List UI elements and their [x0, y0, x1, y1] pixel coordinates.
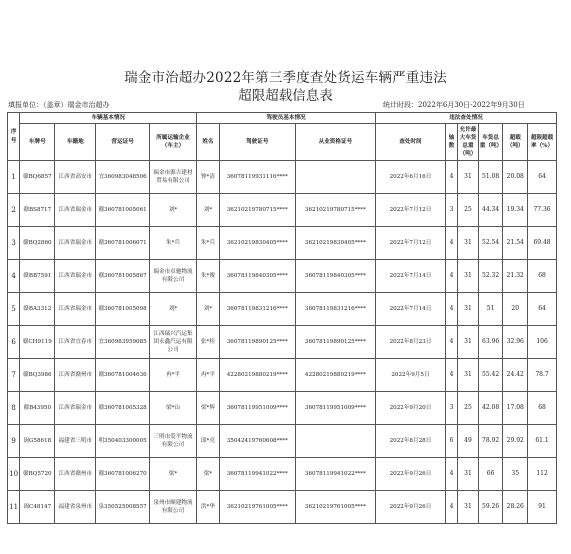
table-row	[8, 425, 557, 458]
cell-seq: 7	[8, 359, 20, 392]
header-driving-license: 驾驶证号	[219, 124, 295, 161]
cell-company: 刘*	[149, 194, 196, 227]
cell-plate: 赣BA3312	[20, 293, 55, 326]
cell-location: 江西省瑞金市	[55, 227, 96, 260]
cell-driving-license: 36078119840305****	[219, 260, 295, 293]
cell-allowed-weight: 31	[458, 359, 479, 392]
cell-total-weight: 55.42	[478, 359, 503, 392]
cell-allowed-weight: 25	[458, 392, 479, 425]
cell-check-time: 2022年7月12日	[376, 227, 446, 260]
cell-total-weight: 52.54	[478, 227, 503, 260]
cell-license: 赣360781005098	[96, 293, 149, 326]
cell-allowed-weight: 31	[458, 161, 479, 194]
cell-location: 福建省泉州市	[55, 491, 96, 524]
cell-total-weight: 42.08	[478, 392, 503, 425]
cell-driving-license: 36078119831216****	[219, 293, 295, 326]
cell-over-weight: 19.34	[503, 194, 528, 227]
cell-plate: 赣BB7591	[20, 260, 55, 293]
cell-company: 瑞金市卓驰物流有限公司	[149, 260, 196, 293]
cell-allowed-weight: 31	[458, 458, 479, 491]
cell-check-time: 2022年9月26日	[376, 458, 446, 491]
cell-plate: 赣BQ5720	[20, 458, 55, 491]
cell-seq: 2	[8, 194, 20, 227]
cell-license: 赣360781004636	[96, 359, 149, 392]
cell-qualification: 36210219761005****	[295, 491, 375, 524]
cell-check-time: 2022年7月14日	[376, 260, 446, 293]
cell-over-weight: 32.96	[503, 326, 528, 359]
cell-location: 江西省瑞金市	[55, 293, 96, 326]
cell-over-rate: 64	[528, 293, 557, 326]
cell-company: 泉州市顺建物流有限公司	[149, 491, 196, 524]
cell-check-time: 2022年7月14日	[376, 293, 446, 326]
cell-location: 江西省瑞金市	[55, 392, 96, 425]
cell-location: 福建省三明市	[55, 425, 96, 458]
cell-driving-license: 42280219880219****	[219, 359, 295, 392]
table-row	[8, 458, 557, 491]
cell-axles: 3	[445, 194, 457, 227]
cell-total-weight: 51	[478, 293, 503, 326]
cell-location: 江西省赣州市	[55, 458, 96, 491]
cell-over-weight: 20.08	[503, 161, 528, 194]
cell-over-rate: 69.48	[528, 227, 557, 260]
cell-total-weight: 59.26	[478, 491, 503, 524]
table-row	[8, 194, 557, 227]
cell-allowed-weight: 31	[458, 326, 479, 359]
header-axles: 轴数	[445, 124, 457, 161]
cell-driving-license: 36078119951009****	[219, 392, 295, 425]
cell-license: 赣360781006270	[96, 458, 149, 491]
cell-company: 梁*	[149, 458, 196, 491]
cell-allowed-weight: 25	[458, 194, 479, 227]
cell-over-weight: 21.54	[503, 227, 528, 260]
cell-name: 朱*俊	[197, 260, 220, 293]
cell-name: 钟*清	[197, 161, 220, 194]
violation-table	[7, 112, 557, 524]
cell-qualification: 36078119951009****	[295, 392, 375, 425]
cell-driving-license: 36078119890125****	[219, 326, 295, 359]
cell-over-rate: 77.36	[528, 194, 557, 227]
cell-plate: 赣B43950	[20, 392, 55, 425]
cell-name: 冉*平	[197, 359, 220, 392]
cell-name: 张*桂	[197, 326, 220, 359]
cell-seq: 11	[8, 491, 20, 524]
cell-license: 赣360781005061	[96, 194, 149, 227]
cell-over-rate: 68	[528, 392, 557, 425]
cell-allowed-weight: 31	[458, 260, 479, 293]
cell-check-time: 2022年7月12日	[376, 194, 446, 227]
cell-over-rate: 106	[528, 326, 557, 359]
table-row	[8, 326, 557, 359]
header-over-rate: 超限超载率（%）	[528, 124, 557, 161]
cell-axles: 4	[445, 491, 457, 524]
cell-plate: 赣BQ2860	[20, 227, 55, 260]
cell-axles: 4	[445, 161, 457, 194]
cell-seq: 3	[8, 227, 20, 260]
cell-seq: 1	[8, 161, 20, 194]
cell-qualification: 42280219880219****	[295, 359, 375, 392]
cell-check-time: 2022年9月5日	[376, 359, 446, 392]
cell-over-rate: 112	[528, 458, 557, 491]
cell-name: 梁*辉	[197, 392, 220, 425]
header-qualification: 从业资格证号	[295, 124, 375, 161]
cell-location: 江西省宜春市	[55, 326, 96, 359]
cell-qualification: 36078119890125****	[295, 326, 375, 359]
cell-qualification	[295, 425, 375, 458]
cell-qualification: 36078119831216****	[295, 293, 375, 326]
cell-company: 梁*山	[149, 392, 196, 425]
header-group-violation: 违法查处情况	[376, 113, 557, 124]
header-over-weight: 超载（吨）	[503, 124, 528, 161]
cell-name: 朱*兵	[197, 227, 220, 260]
cell-plate: 赣CH9119	[20, 326, 55, 359]
cell-name: 梁*	[197, 458, 220, 491]
cell-location: 江西省瑞金市	[55, 260, 96, 293]
cell-location: 江西省赣州市	[55, 359, 96, 392]
cell-name: 洪*华	[197, 491, 220, 524]
cell-license: 宜360983959085	[96, 326, 149, 359]
stat-period: 统计时段：2022年6月30日-2022年9月30日	[383, 101, 525, 109]
cell-seq: 10	[8, 458, 20, 491]
cell-axles: 4	[445, 359, 457, 392]
cell-company: 三明市爱平物流有限公司	[149, 425, 196, 458]
header-total-weight: 车货总重（吨）	[478, 124, 503, 161]
cell-over-rate: 64	[528, 161, 557, 194]
cell-location: 江西省高安市	[55, 161, 96, 194]
header-license: 营运证号	[96, 124, 149, 161]
cell-driving-license: 36210219780715****	[219, 194, 295, 227]
cell-over-rate: 78.7	[528, 359, 557, 392]
cell-over-weight: 21.32	[503, 260, 528, 293]
cell-plate: 闽C48147	[20, 491, 55, 524]
cell-allowed-weight: 31	[458, 227, 479, 260]
header-allowed-weight: 允许最大车货总重（吨）	[458, 124, 479, 161]
cell-axles: 4	[445, 227, 457, 260]
cell-allowed-weight: 31	[458, 491, 479, 524]
cell-license: 赣360781006071	[96, 227, 149, 260]
table-row	[8, 161, 557, 194]
cell-over-weight: 29.92	[503, 425, 528, 458]
cell-total-weight: 52.32	[478, 260, 503, 293]
document-title: 瑞金市治超办2022年第三季度查处货运车辆严重违法	[124, 70, 447, 86]
cell-check-time: 2022年8月28日	[376, 425, 446, 458]
cell-over-rate: 68	[528, 260, 557, 293]
cell-check-time: 2022年9月20日	[376, 392, 446, 425]
cell-check-time: 2022年6月16日	[376, 161, 446, 194]
cell-driving-license: 35042419760608****	[219, 425, 295, 458]
table-row	[8, 359, 557, 392]
cell-over-rate: 61.1	[528, 425, 557, 458]
cell-seq: 4	[8, 260, 20, 293]
cell-axles: 3	[445, 392, 457, 425]
cell-total-weight: 44.34	[478, 194, 503, 227]
header-check-time: 查处时间	[376, 124, 446, 161]
table-row	[8, 392, 557, 425]
cell-axles: 4	[445, 260, 457, 293]
cell-company: 瑞金市源吉建材贸易有限公司	[149, 161, 196, 194]
cell-allowed-weight: 31	[458, 293, 479, 326]
cell-driving-license: 36210219830405****	[219, 227, 295, 260]
cell-axles: 6	[445, 425, 457, 458]
cell-license: 赣360781005867	[96, 260, 149, 293]
cell-seq: 6	[8, 326, 20, 359]
cell-over-weight: 28.26	[503, 491, 528, 524]
cell-name: 刘*	[197, 293, 220, 326]
header-group-driver: 驾驶员基本情况	[197, 113, 376, 124]
header-seq: 序号	[8, 113, 20, 161]
cell-over-weight: 17.08	[503, 392, 528, 425]
cell-location: 江西省瑞金市	[55, 194, 96, 227]
cell-over-weight: 24.42	[503, 359, 528, 392]
header-company: 所属运输企业（车主）	[149, 124, 196, 161]
cell-driving-license: 36078119931116****	[219, 161, 295, 194]
header-location: 车籍地	[55, 124, 96, 161]
cell-driving-license: 36210219761005****	[219, 491, 295, 524]
cell-seq: 9	[8, 425, 20, 458]
cell-seq: 8	[8, 392, 20, 425]
cell-total-weight: 66	[478, 458, 503, 491]
header-name: 姓名	[197, 124, 220, 161]
cell-plate: 赣BQ6857	[20, 161, 55, 194]
cell-allowed-weight: 49	[458, 425, 479, 458]
cell-name: 刘*	[197, 194, 220, 227]
cell-total-weight: 63.96	[478, 326, 503, 359]
fill-unit: 填报单位：（盖章）瑞金市治超办	[8, 101, 110, 109]
cell-check-time: 2022年8月23日	[376, 326, 446, 359]
cell-company: 朱*兵	[149, 227, 196, 260]
cell-total-weight: 51.08	[478, 161, 503, 194]
table-row	[8, 260, 557, 293]
cell-qualification: 36210219780715****	[295, 194, 375, 227]
cell-qualification: 36210219830405****	[295, 227, 375, 260]
table-row	[8, 293, 557, 326]
cell-license: 赣360781005328	[96, 392, 149, 425]
header-plate: 车牌号	[20, 124, 55, 161]
cell-over-rate: 91	[528, 491, 557, 524]
cell-over-weight: 35	[503, 458, 528, 491]
cell-company: 江西瑞兴汽运集团永鑫汽运有限公司	[149, 326, 196, 359]
cell-axles: 4	[445, 293, 457, 326]
cell-total-weight: 78.92	[478, 425, 503, 458]
cell-qualification: 36078119840305****	[295, 260, 375, 293]
cell-check-time: 2022年9月26日	[376, 491, 446, 524]
cell-plate: 赣BQ3986	[20, 359, 55, 392]
table-row	[8, 227, 557, 260]
cell-plate: 闽G58618	[20, 425, 55, 458]
cell-over-weight: 20	[503, 293, 528, 326]
cell-seq: 5	[8, 293, 20, 326]
cell-driving-license: 36078119941022****	[219, 458, 295, 491]
cell-qualification: 36078119941022****	[295, 458, 375, 491]
cell-company: 冉*平	[149, 359, 196, 392]
document-subtitle: 超限超载信息表	[238, 88, 333, 104]
cell-license: 宜360983048506	[96, 161, 149, 194]
cell-company: 刘*	[149, 293, 196, 326]
table-body	[8, 161, 557, 524]
cell-license: 明350403300005	[96, 425, 149, 458]
cell-license: 泉350525008557	[96, 491, 149, 524]
cell-qualification	[295, 161, 375, 194]
cell-name: 邱*亮	[197, 425, 220, 458]
cell-plate: 赣BS8717	[20, 194, 55, 227]
table-row	[8, 491, 557, 524]
cell-axles: 4	[445, 326, 457, 359]
header-group-vehicle: 车辆基本情况	[20, 113, 197, 124]
cell-axles: 4	[445, 458, 457, 491]
